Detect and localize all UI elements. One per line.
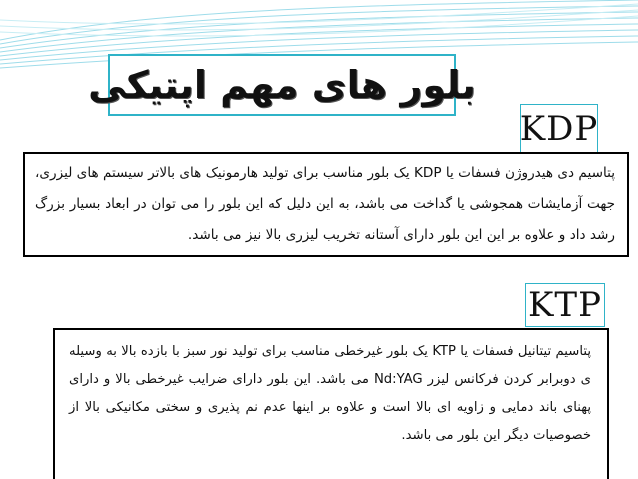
- ktp-paragraph: پتاسیم تیتانیل فسفات یا KTP یک بلور غیرخطی مناسب برای تولید نور سبز با بازده بالا به وسیله ی دوبرابر کردن فرکانس لیزر Nd:YAG می باشد. این بلور دارای ضرایب غیرخطی بالا و دارای پهنای باند دمایی و زاویه ای بالا است و علاوه بر اینها عدم نم پذیری و سختی مکانیکی بالا از خصوصیات دیگر این بلور می باشد.: [69, 344, 591, 443]
- kdp-text-box: [23, 152, 629, 257]
- ktp-text-box: [53, 328, 609, 479]
- ktp-label-box: [525, 283, 605, 327]
- kdp-label-box: [520, 104, 598, 154]
- title-box: [88, 54, 476, 116]
- kdp-paragraph: پتاسیم دی هیدروژن فسفات یا KDP یک بلور مناسب برای تولید هارمونیک های بالاتر سیستم های لیزری، جهت آزمایشات همجوشی یا گداخت می باشد، به این دلیل که این بلور را می توان در ابعاد بسیار بزرگ رشد داد و علاوه بر این این بلور دارای آستانه تخریب لیزری بالا نیز می باشد.: [35, 165, 615, 243]
- slide-title: بلور های مهم اپتیکی: [88, 63, 476, 107]
- ktp-label: KTP: [528, 285, 602, 325]
- kdp-label: KDP: [519, 109, 599, 149]
